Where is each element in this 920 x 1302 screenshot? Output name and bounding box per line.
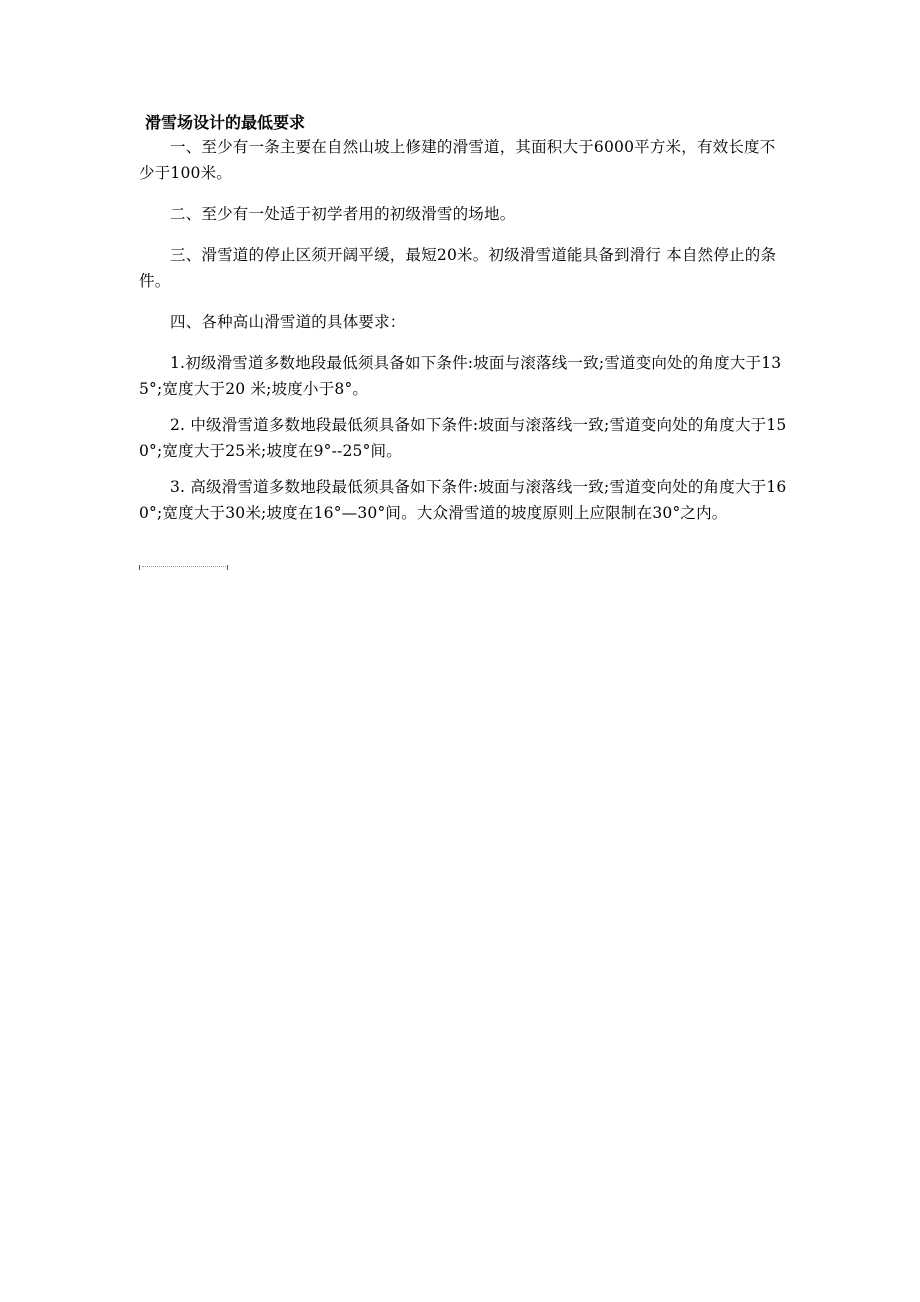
paragraph-beginner-slope: 1.初级滑雪道多数地段最低须具备如下条件:坡面与滚落线一致;雪道变向处的角度大于135°;宽度大于20 米;坡度小于8°。 [139,354,782,398]
paragraph-advanced-slope: 3. 高级滑雪道多数地段最低须具备如下条件:坡面与滚落线一致;雪道变向处的角度大于160°;宽度大于30米;坡度在16°—30°间。大众滑雪道的坡度原则上应限制在30°之内。 [139,478,787,522]
document-body [139,112,789,526]
document-title: 滑雪场设计的最低要求 [145,113,306,132]
paragraph-1: 一、至少有一条主要在自然山坡上修建的滑雪道，其面积大于6000平方米，有效长度不少于100米。 [139,138,776,182]
paragraph-3: 三、滑雪道的停止区须开阔平缓，最短20米。初级滑雪道能具备到滑行 本自然停止的条件。 [139,246,777,290]
paragraph-2: 二、至少有一处适于初学者用的初级滑雪的场地。 [170,205,516,223]
paragraph-intermediate-slope: 2. 中级滑雪道多数地段最低须具备如下条件:坡面与滚落线一致;雪道变向处的角度大于150°;宽度大于25米;坡度在9°--25°间。 [139,416,787,460]
paragraph-4: 四、各种高山滑雪道的具体要求： [170,313,406,331]
divider-right-tick [227,565,228,570]
divider-dotted-line [142,566,226,567]
footer-dotted-divider [139,562,229,572]
divider-left-tick [139,565,140,570]
